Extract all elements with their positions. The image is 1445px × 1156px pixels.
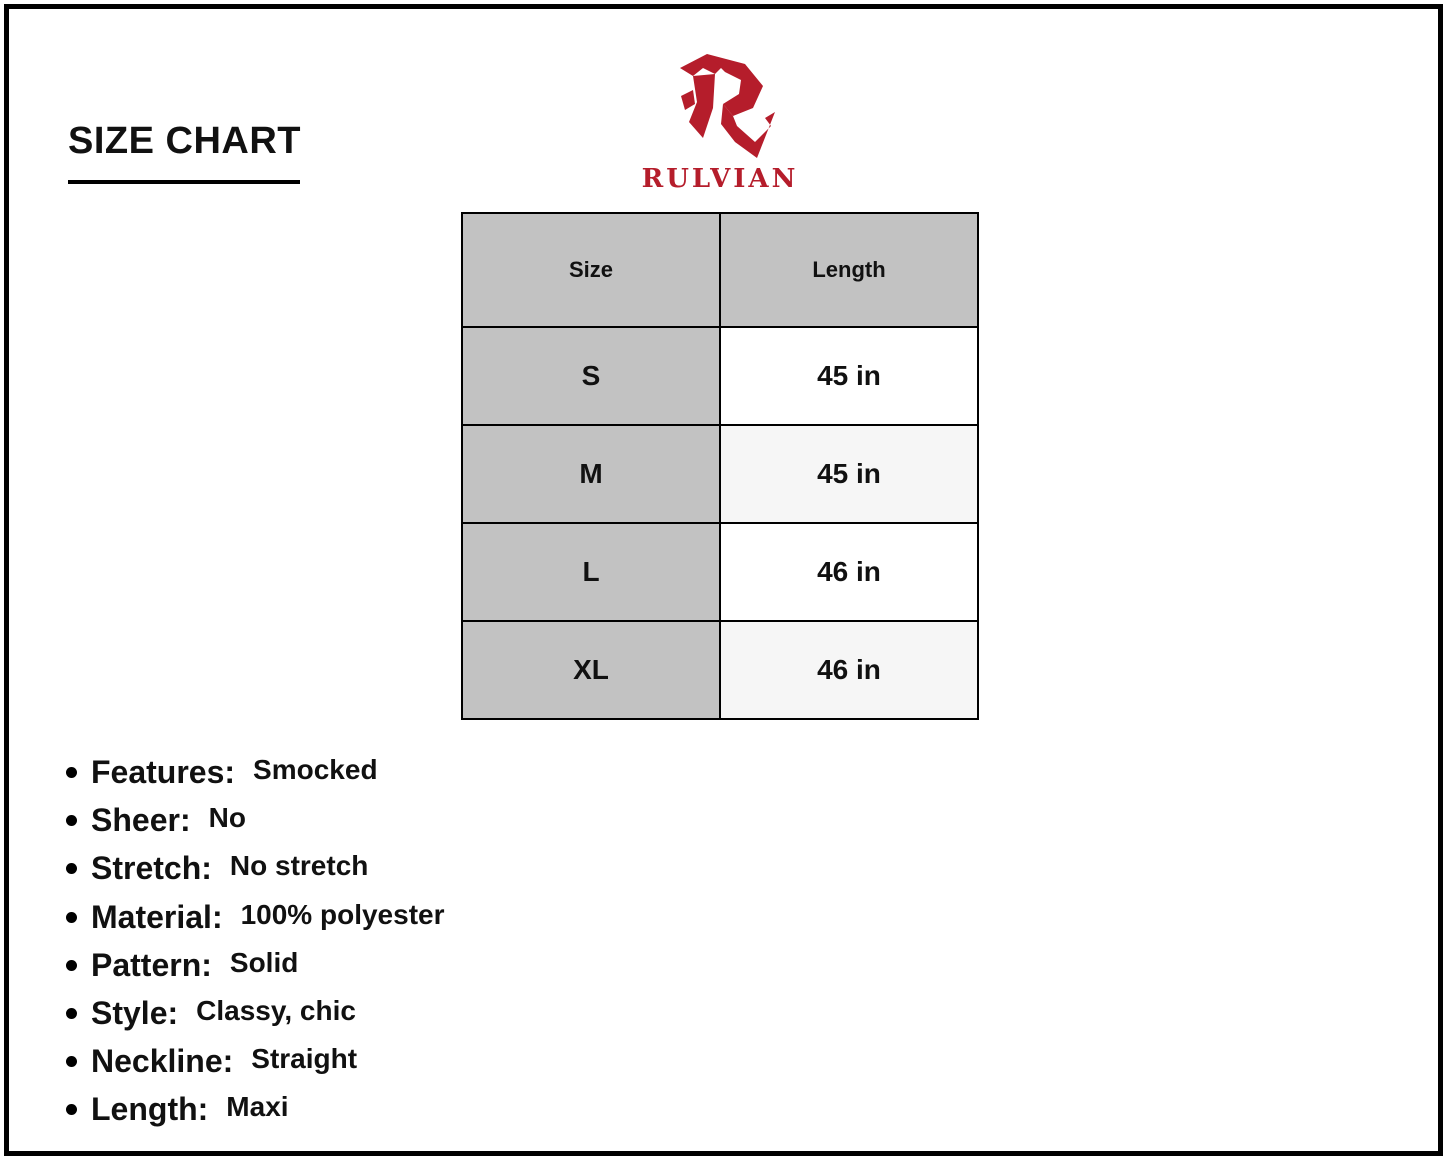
list-item bbox=[66, 848, 444, 896]
bullet-icon bbox=[66, 815, 77, 826]
size-cell: S bbox=[462, 327, 720, 425]
feature-value: Maxi bbox=[226, 1091, 289, 1123]
page-title: SIZE CHART bbox=[68, 120, 301, 162]
length-cell: 45 in bbox=[720, 425, 978, 523]
table-row bbox=[462, 621, 978, 719]
list-item bbox=[66, 752, 444, 800]
length-cell: 45 in bbox=[720, 327, 978, 425]
list-item bbox=[66, 945, 444, 993]
header-size: Size bbox=[462, 213, 720, 327]
feature-list bbox=[66, 752, 444, 1138]
feature-label: Neckline: bbox=[91, 1043, 234, 1080]
brand-name: RULVIAN bbox=[641, 164, 799, 194]
feature-label: Features: bbox=[91, 754, 236, 790]
bullet-icon bbox=[66, 1104, 77, 1115]
bullet-icon bbox=[66, 1008, 77, 1019]
title-underline bbox=[68, 180, 300, 184]
list-item bbox=[66, 897, 444, 945]
feature-value: No bbox=[208, 802, 246, 834]
feature-value: Smocked bbox=[253, 754, 378, 785]
feature-value: No stretch bbox=[229, 850, 369, 882]
length-cell: 46 in bbox=[720, 523, 978, 621]
size-cell: XL bbox=[462, 621, 720, 719]
bullet-icon bbox=[66, 1056, 77, 1067]
feature-label: Pattern: bbox=[91, 946, 212, 983]
table-row bbox=[462, 327, 978, 425]
bullet-icon bbox=[66, 767, 77, 778]
size-cell: L bbox=[462, 523, 720, 621]
feature-label: Style: bbox=[91, 994, 179, 1031]
feature-value: Classy, chic bbox=[196, 994, 356, 1026]
header-length: Length bbox=[720, 213, 978, 327]
table-header-row bbox=[462, 213, 978, 327]
size-table bbox=[461, 212, 979, 720]
feature-value: 100% polyester bbox=[240, 898, 445, 930]
length-cell: 46 in bbox=[720, 621, 978, 719]
table-row bbox=[462, 523, 978, 621]
brand-logo bbox=[615, 46, 825, 196]
feature-label: Stretch: bbox=[91, 850, 212, 887]
size-cell: M bbox=[462, 425, 720, 523]
feature-label: Sheer: bbox=[91, 802, 191, 839]
brand-logo-mark bbox=[615, 46, 825, 164]
bullet-icon bbox=[66, 912, 77, 923]
feature-value: Solid bbox=[229, 946, 299, 978]
bullet-icon bbox=[66, 863, 77, 874]
list-item bbox=[66, 800, 444, 848]
feature-value: Straight bbox=[251, 1043, 358, 1075]
list-item bbox=[66, 1089, 444, 1137]
feature-label: Material: bbox=[91, 898, 223, 935]
list-item bbox=[66, 1041, 444, 1089]
list-item bbox=[66, 993, 444, 1041]
bullet-icon bbox=[66, 960, 77, 971]
feature-label: Length: bbox=[91, 1091, 209, 1128]
table-row bbox=[462, 425, 978, 523]
